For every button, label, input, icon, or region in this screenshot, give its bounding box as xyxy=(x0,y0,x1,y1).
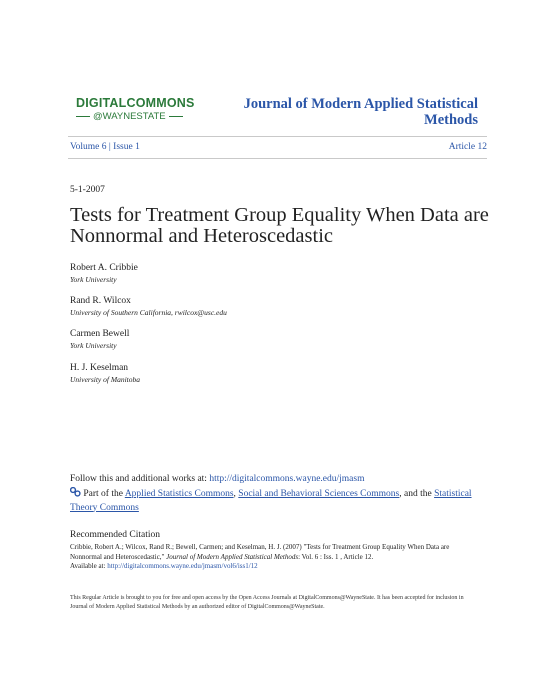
logo-top-text: DIGITALCOMMONS xyxy=(76,96,195,110)
digitalcommons-logo[interactable] xyxy=(76,96,206,122)
volume-link[interactable]: Volume 6 xyxy=(70,142,107,152)
social-behavioral-sciences-commons-link[interactable]: Social and Behavioral Sciences Commons xyxy=(238,489,400,499)
author-affiliation: York University xyxy=(70,275,117,284)
applied-statistics-commons-link[interactable]: Applied Statistics Commons xyxy=(124,489,234,499)
citation-text: Cribbie, Robert A.; Wilcox, Rand R.; Bewell, Carmen; and Keselman, H. J. (2007) "Tests for Treatment Group Equality When Data are Nonnormal and Heteroscedastic," xyxy=(70,543,450,561)
issue-link[interactable]: Issue 1 xyxy=(113,142,140,152)
part-of-line: Part of the Applied Statistics Commons, Social and Behavioral Sciences Commons, and the Statistical Theory Commons xyxy=(70,489,472,513)
commons-network-icon xyxy=(70,487,81,497)
part-of-and: , and the xyxy=(399,489,432,499)
statistical-theory-commons-link[interactable]: Statistical Theory Commons xyxy=(70,489,472,513)
author-block xyxy=(70,295,227,319)
citation-journal: Journal of Modern Applied Statistical Methods xyxy=(166,552,299,561)
recommended-citation-heading: Recommended Citation xyxy=(70,530,160,540)
author-name: Carmen Bewell xyxy=(70,329,130,339)
volume-issue-line xyxy=(70,142,487,152)
author-block xyxy=(70,262,138,286)
publication-date: 5-1-2007 xyxy=(70,185,105,195)
recommended-citation-body xyxy=(70,543,480,572)
header-rule-bottom xyxy=(68,158,487,159)
author-name: H. J. Keselman xyxy=(70,363,129,373)
available-at-link[interactable]: http://digitalcommons.wayne.edu/jmasm/vol6/iss1/12 xyxy=(107,562,258,570)
available-at-label: Available at: xyxy=(70,562,106,570)
author-block xyxy=(70,328,129,352)
follow-text: Follow this and additional works at: xyxy=(70,474,207,484)
author-affiliation: University of Manitoba xyxy=(70,375,140,384)
header-rule-top xyxy=(68,136,487,137)
follow-line xyxy=(70,472,490,486)
part-of-prefix: Part of the xyxy=(83,489,123,499)
journal-title-link[interactable]: Journal of Modern Applied Statistical Methods xyxy=(243,96,478,128)
author-name: Robert A. Cribbie xyxy=(70,263,138,273)
citation-tail: : Vol. 6 : Iss. 1 , Article 12. xyxy=(298,552,374,561)
author-block xyxy=(70,362,140,386)
logo-bottom-text: @WAYNESTATE xyxy=(93,111,166,122)
follow-url-link[interactable]: http://digitalcommons.wayne.edu/jmasm xyxy=(209,474,365,484)
article-link[interactable]: Article 12 xyxy=(448,142,487,152)
author-name: Rand R. Wilcox xyxy=(70,296,131,306)
author-affiliation: University of Southern California, rwilcox@usc.edu xyxy=(70,308,227,317)
logo-dash-right xyxy=(169,116,183,117)
logo-dash-left xyxy=(76,116,90,117)
author-affiliation: York University xyxy=(70,341,117,350)
article-title: Tests for Treatment Group Equality When Data are Nonnormal and Heteroscedastic xyxy=(70,204,489,247)
access-footer-note: This Regular Article is brought to you for free and open access by the Open Access Journals at DigitalCommons@WayneState. It has been accepted for inclusion in Journal of Modern Applied Statistical Methods by an authorized editor of DigitalCommons@WayneState. xyxy=(70,595,464,610)
volume-issue-separator: | xyxy=(108,142,111,152)
